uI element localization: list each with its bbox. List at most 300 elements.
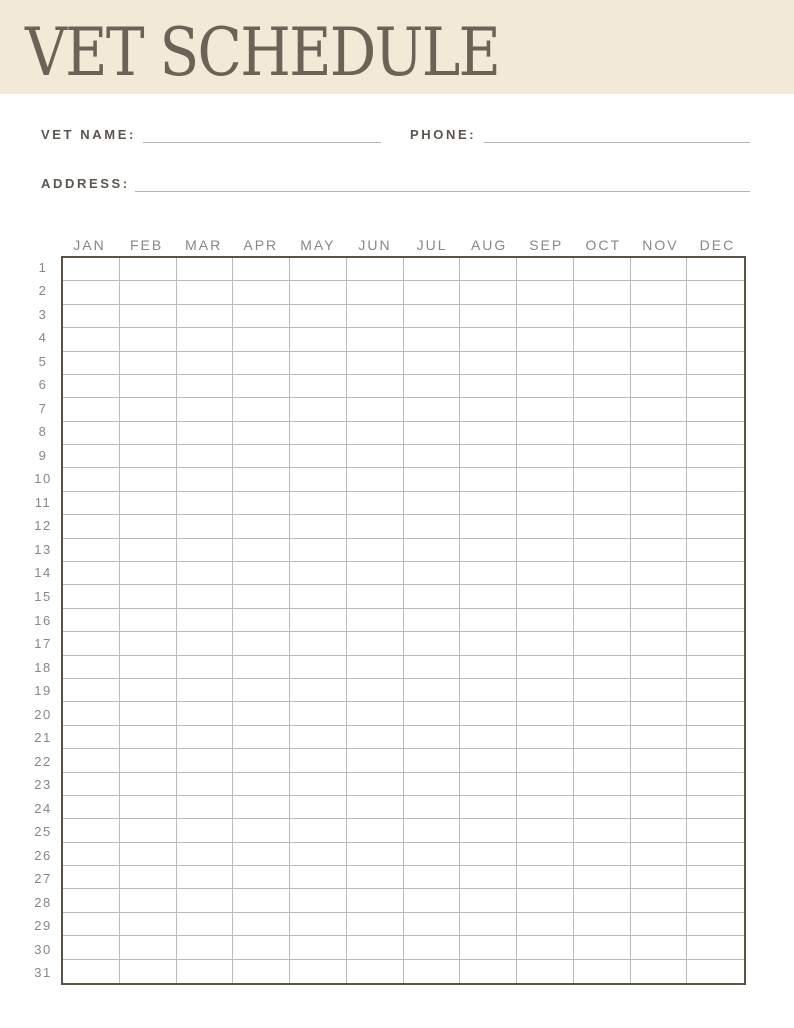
schedule-cell[interactable] (120, 819, 177, 842)
schedule-cell[interactable] (120, 889, 177, 912)
schedule-cell[interactable] (177, 960, 234, 983)
schedule-cell[interactable] (631, 796, 688, 819)
schedule-cell[interactable] (460, 375, 517, 398)
schedule-cell[interactable] (120, 539, 177, 562)
schedule-cell[interactable] (120, 328, 177, 351)
schedule-cell[interactable] (687, 328, 744, 351)
schedule-cell[interactable] (233, 515, 290, 538)
schedule-cell[interactable] (517, 843, 574, 866)
schedule-cell[interactable] (574, 702, 631, 725)
schedule-cell[interactable] (177, 398, 234, 421)
schedule-cell[interactable] (63, 796, 120, 819)
schedule-cell[interactable] (460, 656, 517, 679)
schedule-cell[interactable] (460, 726, 517, 749)
schedule-cell[interactable] (574, 398, 631, 421)
schedule-cell[interactable] (631, 539, 688, 562)
schedule-cell[interactable] (631, 585, 688, 608)
schedule-cell[interactable] (177, 609, 234, 632)
schedule-cell[interactable] (347, 328, 404, 351)
schedule-cell[interactable] (63, 913, 120, 936)
schedule-cell[interactable] (631, 562, 688, 585)
schedule-cell[interactable] (63, 398, 120, 421)
schedule-cell[interactable] (631, 819, 688, 842)
schedule-cell[interactable] (347, 258, 404, 281)
schedule-cell[interactable] (177, 468, 234, 491)
schedule-cell[interactable] (177, 726, 234, 749)
schedule-cell[interactable] (233, 468, 290, 491)
schedule-cell[interactable] (347, 445, 404, 468)
schedule-cell[interactable] (177, 749, 234, 772)
schedule-cell[interactable] (631, 515, 688, 538)
schedule-cell[interactable] (404, 492, 461, 515)
schedule-cell[interactable] (460, 889, 517, 912)
schedule-cell[interactable] (517, 609, 574, 632)
schedule-cell[interactable] (290, 258, 347, 281)
schedule-cell[interactable] (460, 492, 517, 515)
schedule-cell[interactable] (290, 679, 347, 702)
schedule-cell[interactable] (687, 749, 744, 772)
schedule-cell[interactable] (631, 398, 688, 421)
schedule-cell[interactable] (517, 515, 574, 538)
schedule-cell[interactable] (687, 305, 744, 328)
schedule-cell[interactable] (290, 445, 347, 468)
schedule-cell[interactable] (233, 492, 290, 515)
schedule-cell[interactable] (63, 679, 120, 702)
schedule-cell[interactable] (120, 913, 177, 936)
schedule-cell[interactable] (63, 609, 120, 632)
schedule-cell[interactable] (177, 702, 234, 725)
schedule-cell[interactable] (687, 656, 744, 679)
schedule-cell[interactable] (460, 445, 517, 468)
schedule-cell[interactable] (517, 773, 574, 796)
schedule-cell[interactable] (687, 609, 744, 632)
schedule-cell[interactable] (460, 539, 517, 562)
schedule-cell[interactable] (63, 585, 120, 608)
schedule-cell[interactable] (120, 562, 177, 585)
schedule-cell[interactable] (631, 328, 688, 351)
schedule-cell[interactable] (233, 375, 290, 398)
schedule-cell[interactable] (631, 656, 688, 679)
schedule-cell[interactable] (574, 632, 631, 655)
schedule-cell[interactable] (404, 515, 461, 538)
schedule-cell[interactable] (177, 258, 234, 281)
schedule-cell[interactable] (120, 656, 177, 679)
schedule-cell[interactable] (631, 468, 688, 491)
schedule-cell[interactable] (460, 796, 517, 819)
schedule-cell[interactable] (631, 375, 688, 398)
schedule-cell[interactable] (404, 726, 461, 749)
schedule-cell[interactable] (460, 702, 517, 725)
schedule-cell[interactable] (177, 866, 234, 889)
schedule-cell[interactable] (517, 726, 574, 749)
schedule-cell[interactable] (63, 492, 120, 515)
schedule-cell[interactable] (574, 468, 631, 491)
schedule-cell[interactable] (120, 398, 177, 421)
schedule-cell[interactable] (687, 398, 744, 421)
schedule-cell[interactable] (177, 422, 234, 445)
schedule-cell[interactable] (177, 819, 234, 842)
schedule-cell[interactable] (574, 539, 631, 562)
schedule-cell[interactable] (63, 889, 120, 912)
schedule-cell[interactable] (631, 445, 688, 468)
schedule-cell[interactable] (687, 819, 744, 842)
schedule-cell[interactable] (177, 281, 234, 304)
schedule-cell[interactable] (290, 843, 347, 866)
schedule-cell[interactable] (517, 585, 574, 608)
schedule-cell[interactable] (687, 726, 744, 749)
schedule-cell[interactable] (517, 936, 574, 959)
schedule-cell[interactable] (574, 445, 631, 468)
schedule-cell[interactable] (347, 913, 404, 936)
schedule-cell[interactable] (120, 609, 177, 632)
schedule-cell[interactable] (460, 422, 517, 445)
schedule-cell[interactable] (347, 960, 404, 983)
schedule-cell[interactable] (687, 936, 744, 959)
schedule-cell[interactable] (233, 773, 290, 796)
schedule-cell[interactable] (290, 796, 347, 819)
schedule-cell[interactable] (233, 632, 290, 655)
schedule-cell[interactable] (233, 866, 290, 889)
schedule-cell[interactable] (404, 936, 461, 959)
schedule-cell[interactable] (347, 773, 404, 796)
schedule-cell[interactable] (120, 492, 177, 515)
schedule-cell[interactable] (631, 702, 688, 725)
schedule-cell[interactable] (347, 749, 404, 772)
schedule-cell[interactable] (233, 562, 290, 585)
schedule-cell[interactable] (347, 492, 404, 515)
schedule-cell[interactable] (574, 656, 631, 679)
schedule-cell[interactable] (687, 773, 744, 796)
schedule-cell[interactable] (120, 936, 177, 959)
schedule-cell[interactable] (404, 889, 461, 912)
schedule-cell[interactable] (517, 866, 574, 889)
schedule-cell[interactable] (574, 281, 631, 304)
schedule-cell[interactable] (347, 352, 404, 375)
schedule-cell[interactable] (404, 305, 461, 328)
schedule-cell[interactable] (120, 445, 177, 468)
schedule-cell[interactable] (404, 609, 461, 632)
schedule-cell[interactable] (290, 281, 347, 304)
schedule-cell[interactable] (177, 539, 234, 562)
schedule-cell[interactable] (347, 702, 404, 725)
schedule-cell[interactable] (574, 913, 631, 936)
schedule-cell[interactable] (120, 702, 177, 725)
schedule-cell[interactable] (63, 632, 120, 655)
schedule-cell[interactable] (233, 679, 290, 702)
schedule-cell[interactable] (517, 749, 574, 772)
schedule-cell[interactable] (574, 936, 631, 959)
schedule-cell[interactable] (631, 679, 688, 702)
schedule-cell[interactable] (574, 375, 631, 398)
schedule-cell[interactable] (687, 889, 744, 912)
schedule-cell[interactable] (290, 960, 347, 983)
schedule-cell[interactable] (120, 726, 177, 749)
schedule-cell[interactable] (687, 585, 744, 608)
schedule-cell[interactable] (347, 375, 404, 398)
schedule-cell[interactable] (574, 258, 631, 281)
schedule-cell[interactable] (63, 562, 120, 585)
schedule-cell[interactable] (517, 656, 574, 679)
schedule-cell[interactable] (63, 258, 120, 281)
schedule-cell[interactable] (631, 492, 688, 515)
schedule-cell[interactable] (290, 515, 347, 538)
schedule-cell[interactable] (404, 352, 461, 375)
schedule-cell[interactable] (177, 889, 234, 912)
schedule-cell[interactable] (177, 492, 234, 515)
schedule-cell[interactable] (347, 609, 404, 632)
schedule-cell[interactable] (347, 889, 404, 912)
schedule-cell[interactable] (687, 632, 744, 655)
schedule-cell[interactable] (517, 328, 574, 351)
schedule-cell[interactable] (347, 398, 404, 421)
schedule-cell[interactable] (290, 468, 347, 491)
schedule-cell[interactable] (63, 328, 120, 351)
schedule-cell[interactable] (574, 773, 631, 796)
schedule-cell[interactable] (460, 866, 517, 889)
schedule-cell[interactable] (631, 913, 688, 936)
schedule-cell[interactable] (63, 656, 120, 679)
schedule-cell[interactable] (517, 352, 574, 375)
schedule-cell[interactable] (460, 960, 517, 983)
schedule-cell[interactable] (63, 773, 120, 796)
schedule-cell[interactable] (347, 679, 404, 702)
schedule-cell[interactable] (347, 819, 404, 842)
schedule-cell[interactable] (404, 258, 461, 281)
schedule-cell[interactable] (687, 352, 744, 375)
schedule-cell[interactable] (517, 375, 574, 398)
schedule-cell[interactable] (290, 328, 347, 351)
schedule-cell[interactable] (233, 585, 290, 608)
schedule-cell[interactable] (460, 258, 517, 281)
schedule-cell[interactable] (233, 889, 290, 912)
schedule-cell[interactable] (177, 375, 234, 398)
schedule-cell[interactable] (63, 281, 120, 304)
schedule-cell[interactable] (120, 866, 177, 889)
schedule-cell[interactable] (347, 281, 404, 304)
schedule-cell[interactable] (404, 843, 461, 866)
schedule-cell[interactable] (63, 702, 120, 725)
schedule-cell[interactable] (404, 960, 461, 983)
schedule-cell[interactable] (120, 749, 177, 772)
schedule-cell[interactable] (63, 936, 120, 959)
schedule-cell[interactable] (177, 656, 234, 679)
schedule-cell[interactable] (233, 281, 290, 304)
schedule-cell[interactable] (404, 562, 461, 585)
schedule-cell[interactable] (233, 913, 290, 936)
schedule-cell[interactable] (517, 398, 574, 421)
schedule-cell[interactable] (460, 609, 517, 632)
schedule-cell[interactable] (460, 843, 517, 866)
schedule-cell[interactable] (290, 585, 347, 608)
schedule-cell[interactable] (290, 889, 347, 912)
schedule-cell[interactable] (404, 913, 461, 936)
schedule-cell[interactable] (517, 632, 574, 655)
schedule-cell[interactable] (120, 305, 177, 328)
schedule-cell[interactable] (404, 375, 461, 398)
schedule-cell[interactable] (233, 328, 290, 351)
schedule-cell[interactable] (120, 375, 177, 398)
schedule-cell[interactable] (233, 445, 290, 468)
schedule-cell[interactable] (347, 632, 404, 655)
schedule-cell[interactable] (687, 468, 744, 491)
schedule-cell[interactable] (233, 539, 290, 562)
schedule-cell[interactable] (63, 515, 120, 538)
schedule-cell[interactable] (687, 796, 744, 819)
schedule-cell[interactable] (177, 445, 234, 468)
schedule-cell[interactable] (631, 936, 688, 959)
schedule-cell[interactable] (347, 305, 404, 328)
schedule-cell[interactable] (460, 515, 517, 538)
schedule-cell[interactable] (233, 749, 290, 772)
schedule-cell[interactable] (63, 819, 120, 842)
schedule-cell[interactable] (517, 960, 574, 983)
schedule-cell[interactable] (120, 352, 177, 375)
schedule-cell[interactable] (63, 468, 120, 491)
schedule-cell[interactable] (631, 866, 688, 889)
schedule-cell[interactable] (233, 819, 290, 842)
schedule-cell[interactable] (347, 936, 404, 959)
schedule-cell[interactable] (120, 422, 177, 445)
schedule-cell[interactable] (574, 843, 631, 866)
schedule-cell[interactable] (233, 702, 290, 725)
schedule-cell[interactable] (120, 632, 177, 655)
schedule-cell[interactable] (347, 562, 404, 585)
schedule-cell[interactable] (574, 585, 631, 608)
schedule-cell[interactable] (120, 960, 177, 983)
schedule-cell[interactable] (460, 468, 517, 491)
schedule-cell[interactable] (177, 913, 234, 936)
schedule-cell[interactable] (574, 726, 631, 749)
schedule-cell[interactable] (687, 422, 744, 445)
schedule-cell[interactable] (177, 585, 234, 608)
schedule-cell[interactable] (120, 796, 177, 819)
schedule-cell[interactable] (460, 562, 517, 585)
schedule-cell[interactable] (63, 960, 120, 983)
schedule-cell[interactable] (687, 843, 744, 866)
schedule-cell[interactable] (63, 726, 120, 749)
schedule-cell[interactable] (687, 539, 744, 562)
schedule-cell[interactable] (347, 796, 404, 819)
schedule-cell[interactable] (631, 749, 688, 772)
schedule-cell[interactable] (63, 422, 120, 445)
schedule-cell[interactable] (460, 679, 517, 702)
schedule-cell[interactable] (631, 352, 688, 375)
schedule-cell[interactable] (574, 515, 631, 538)
schedule-cell[interactable] (290, 539, 347, 562)
schedule-cell[interactable] (574, 609, 631, 632)
schedule-cell[interactable] (63, 445, 120, 468)
schedule-cell[interactable] (290, 398, 347, 421)
schedule-cell[interactable] (347, 539, 404, 562)
schedule-cell[interactable] (631, 960, 688, 983)
schedule-cell[interactable] (687, 679, 744, 702)
schedule-cell[interactable] (517, 258, 574, 281)
schedule-cell[interactable] (290, 632, 347, 655)
schedule-cell[interactable] (687, 281, 744, 304)
schedule-cell[interactable] (404, 632, 461, 655)
schedule-cell[interactable] (687, 375, 744, 398)
vet-name-field[interactable] (143, 142, 381, 143)
schedule-cell[interactable] (290, 375, 347, 398)
schedule-cell[interactable] (347, 866, 404, 889)
schedule-cell[interactable] (63, 305, 120, 328)
schedule-cell[interactable] (233, 398, 290, 421)
schedule-cell[interactable] (404, 656, 461, 679)
schedule-cell[interactable] (404, 679, 461, 702)
schedule-cell[interactable] (460, 913, 517, 936)
schedule-cell[interactable] (460, 352, 517, 375)
schedule-cell[interactable] (517, 679, 574, 702)
schedule-cell[interactable] (233, 843, 290, 866)
schedule-cell[interactable] (631, 422, 688, 445)
schedule-cell[interactable] (687, 445, 744, 468)
schedule-cell[interactable] (63, 539, 120, 562)
schedule-cell[interactable] (290, 773, 347, 796)
address-field[interactable] (135, 191, 750, 192)
schedule-cell[interactable] (177, 562, 234, 585)
schedule-cell[interactable] (347, 656, 404, 679)
schedule-cell[interactable] (517, 422, 574, 445)
schedule-cell[interactable] (120, 843, 177, 866)
schedule-cell[interactable] (177, 679, 234, 702)
schedule-cell[interactable] (347, 515, 404, 538)
schedule-cell[interactable] (404, 585, 461, 608)
schedule-cell[interactable] (631, 281, 688, 304)
schedule-cell[interactable] (233, 258, 290, 281)
schedule-cell[interactable] (574, 352, 631, 375)
schedule-cell[interactable] (574, 305, 631, 328)
schedule-cell[interactable] (574, 749, 631, 772)
schedule-cell[interactable] (233, 796, 290, 819)
schedule-cell[interactable] (517, 562, 574, 585)
schedule-cell[interactable] (404, 398, 461, 421)
schedule-cell[interactable] (63, 866, 120, 889)
schedule-cell[interactable] (290, 726, 347, 749)
schedule-cell[interactable] (177, 796, 234, 819)
schedule-cell[interactable] (631, 609, 688, 632)
schedule-cell[interactable] (404, 445, 461, 468)
schedule-cell[interactable] (290, 492, 347, 515)
schedule-cell[interactable] (517, 819, 574, 842)
schedule-cell[interactable] (631, 258, 688, 281)
schedule-cell[interactable] (347, 468, 404, 491)
schedule-cell[interactable] (63, 375, 120, 398)
schedule-cell[interactable] (460, 585, 517, 608)
phone-field[interactable] (484, 142, 750, 143)
schedule-cell[interactable] (233, 726, 290, 749)
schedule-cell[interactable] (631, 632, 688, 655)
schedule-cell[interactable] (574, 422, 631, 445)
schedule-cell[interactable] (517, 281, 574, 304)
schedule-cell[interactable] (290, 562, 347, 585)
schedule-cell[interactable] (404, 422, 461, 445)
schedule-cell[interactable] (347, 422, 404, 445)
schedule-cell[interactable] (404, 773, 461, 796)
schedule-cell[interactable] (404, 328, 461, 351)
schedule-cell[interactable] (517, 702, 574, 725)
schedule-cell[interactable] (517, 468, 574, 491)
schedule-cell[interactable] (120, 585, 177, 608)
schedule-cell[interactable] (460, 398, 517, 421)
schedule-cell[interactable] (233, 960, 290, 983)
schedule-cell[interactable] (687, 702, 744, 725)
schedule-cell[interactable] (177, 936, 234, 959)
schedule-cell[interactable] (460, 749, 517, 772)
schedule-cell[interactable] (290, 913, 347, 936)
schedule-cell[interactable] (290, 305, 347, 328)
schedule-cell[interactable] (517, 913, 574, 936)
schedule-cell[interactable] (517, 796, 574, 819)
